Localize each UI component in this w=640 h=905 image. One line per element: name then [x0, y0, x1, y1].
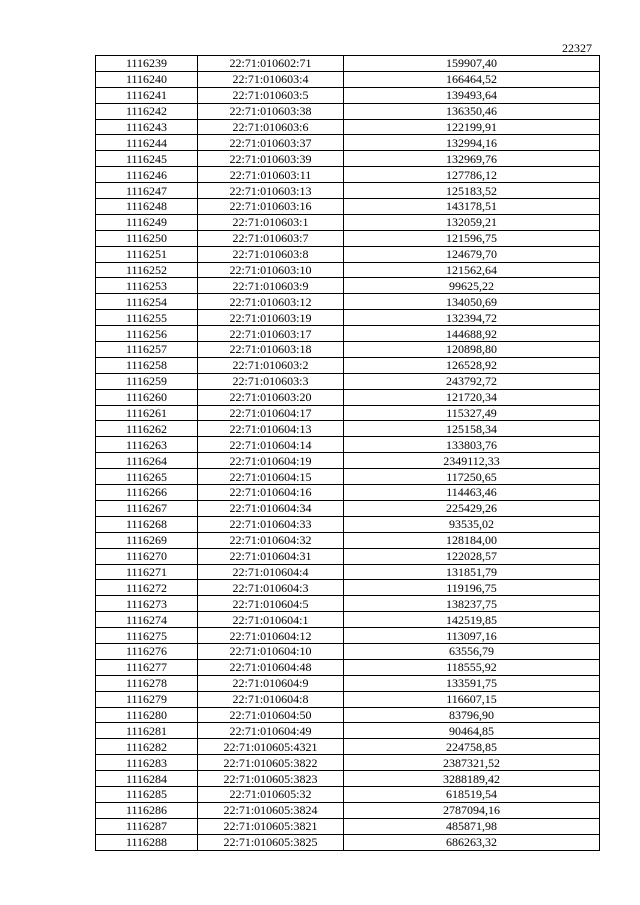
- table-row: [96, 564, 600, 580]
- cadastral-value-cell: 2349112,33: [344, 453, 600, 469]
- row-number-cell: 1116250: [96, 230, 198, 246]
- cadastral-number-cell: 22:71:010603:3: [198, 373, 344, 389]
- cadastral-value-cell: 90464,85: [344, 723, 600, 739]
- cadastral-value-cell: 125183,52: [344, 183, 600, 199]
- row-number-cell: 1116272: [96, 580, 198, 596]
- cadastral-number-cell: 22:71:010603:9: [198, 278, 344, 294]
- cadastral-number-cell: 22:71:010605:3825: [198, 834, 344, 850]
- cadastral-value-cell: 119196,75: [344, 580, 600, 596]
- row-number-cell: 1116286: [96, 802, 198, 818]
- table-row: [96, 469, 600, 485]
- cadastral-value-cell: 99625,22: [344, 278, 600, 294]
- row-number-cell: 1116283: [96, 755, 198, 771]
- cadastral-value-cell: 133591,75: [344, 675, 600, 691]
- row-number-cell: 1116285: [96, 786, 198, 802]
- cadastral-number-cell: 22:71:010604:34: [198, 500, 344, 516]
- row-number-cell: 1116251: [96, 246, 198, 262]
- row-number-cell: 1116256: [96, 326, 198, 342]
- row-number-cell: 1116279: [96, 691, 198, 707]
- cadastral-number-cell: 22:71:010605:4321: [198, 739, 344, 755]
- row-number-cell: 1116260: [96, 389, 198, 405]
- table-row: [96, 214, 600, 230]
- cadastral-value-cell: 142519,85: [344, 612, 600, 628]
- row-number-cell: 1116273: [96, 596, 198, 612]
- table-row: [96, 532, 600, 548]
- cadastral-value-cell: 122028,57: [344, 548, 600, 564]
- cadastral-number-cell: 22:71:010604:1: [198, 612, 344, 628]
- row-number-cell: 1116240: [96, 71, 198, 87]
- cadastral-number-cell: 22:71:010604:16: [198, 485, 344, 501]
- table-row: [96, 786, 600, 802]
- row-number-cell: 1116249: [96, 214, 198, 230]
- row-number-cell: 1116265: [96, 469, 198, 485]
- row-number-cell: 1116281: [96, 723, 198, 739]
- table-row: [96, 628, 600, 644]
- row-number-cell: 1116262: [96, 421, 198, 437]
- cadastral-number-cell: 22:71:010604:19: [198, 453, 344, 469]
- cadastral-value-cell: 225429,26: [344, 500, 600, 516]
- row-number-cell: 1116258: [96, 357, 198, 373]
- cadastral-number-cell: 22:71:010603:4: [198, 71, 344, 87]
- cadastral-value-cell: 121596,75: [344, 230, 600, 246]
- cadastral-number-cell: 22:71:010603:5: [198, 87, 344, 103]
- cadastral-number-cell: 22:71:010603:19: [198, 310, 344, 326]
- row-number-cell: 1116243: [96, 119, 198, 135]
- cadastral-number-cell: 22:71:010604:5: [198, 596, 344, 612]
- cadastral-value-cell: 118555,92: [344, 659, 600, 675]
- cadastral-number-cell: 22:71:010604:17: [198, 405, 344, 421]
- table-row: [96, 357, 600, 373]
- cadastral-value-cell: 121562,64: [344, 262, 600, 278]
- cadastral-number-cell: 22:71:010603:20: [198, 389, 344, 405]
- cadastral-value-cell: 115327,49: [344, 405, 600, 421]
- cadastral-number-cell: 22:71:010603:2: [198, 357, 344, 373]
- table-row: [96, 834, 600, 850]
- cadastral-number-cell: 22:71:010603:10: [198, 262, 344, 278]
- cadastral-number-cell: 22:71:010603:8: [198, 246, 344, 262]
- table-row: [96, 56, 600, 72]
- cadastral-value-cell: 134050,69: [344, 294, 600, 310]
- cadastral-value-cell: 2787094,16: [344, 802, 600, 818]
- table-row: [96, 437, 600, 453]
- cadastral-value-table: [95, 55, 600, 851]
- cadastral-number-cell: 22:71:010604:31: [198, 548, 344, 564]
- cadastral-value-cell: 121720,34: [344, 389, 600, 405]
- table-row: [96, 516, 600, 532]
- cadastral-number-cell: 22:71:010604:33: [198, 516, 344, 532]
- table-row: [96, 659, 600, 675]
- cadastral-number-cell: 22:71:010605:3823: [198, 771, 344, 787]
- cadastral-value-cell: 116607,15: [344, 691, 600, 707]
- row-number-cell: 1116287: [96, 818, 198, 834]
- table-row: [96, 675, 600, 691]
- cadastral-value-cell: 144688,92: [344, 326, 600, 342]
- table-row: [96, 310, 600, 326]
- cadastral-value-cell: 124679,70: [344, 246, 600, 262]
- row-number-cell: 1116244: [96, 135, 198, 151]
- cadastral-value-cell: 143178,51: [344, 199, 600, 215]
- cadastral-number-cell: 22:71:010603:16: [198, 199, 344, 215]
- row-number-cell: 1116278: [96, 675, 198, 691]
- cadastral-number-cell: 22:71:010603:6: [198, 119, 344, 135]
- row-number-cell: 1116276: [96, 643, 198, 659]
- table-row: [96, 119, 600, 135]
- cadastral-value-cell: 122199,91: [344, 119, 600, 135]
- row-number-cell: 1116282: [96, 739, 198, 755]
- row-number-cell: 1116269: [96, 532, 198, 548]
- cadastral-number-cell: 22:71:010604:14: [198, 437, 344, 453]
- table-row: [96, 342, 600, 358]
- cadastral-number-cell: 22:71:010605:3821: [198, 818, 344, 834]
- row-number-cell: 1116288: [96, 834, 198, 850]
- cadastral-value-cell: 243792,72: [344, 373, 600, 389]
- table-row: [96, 71, 600, 87]
- cadastral-value-cell: 159907,40: [344, 56, 600, 72]
- row-number-cell: 1116246: [96, 167, 198, 183]
- row-number-cell: 1116257: [96, 342, 198, 358]
- row-number-cell: 1116247: [96, 183, 198, 199]
- table-row: [96, 135, 600, 151]
- cadastral-number-cell: 22:71:010604:50: [198, 707, 344, 723]
- cadastral-number-cell: 22:71:010604:8: [198, 691, 344, 707]
- cadastral-number-cell: 22:71:010604:15: [198, 469, 344, 485]
- cadastral-number-cell: 22:71:010604:10: [198, 643, 344, 659]
- row-number-cell: 1116248: [96, 199, 198, 215]
- cadastral-value-cell: 686263,32: [344, 834, 600, 850]
- cadastral-value-cell: 127786,12: [344, 167, 600, 183]
- table-row: [96, 183, 600, 199]
- row-number-cell: 1116261: [96, 405, 198, 421]
- cadastral-value-cell: 485871,98: [344, 818, 600, 834]
- cadastral-number-cell: 22:71:010605:32: [198, 786, 344, 802]
- cadastral-value-cell: 83796,90: [344, 707, 600, 723]
- cadastral-number-cell: 22:71:010604:4: [198, 564, 344, 580]
- row-number-cell: 1116254: [96, 294, 198, 310]
- cadastral-number-cell: 22:71:010605:3824: [198, 802, 344, 818]
- cadastral-number-cell: 22:71:010603:11: [198, 167, 344, 183]
- cadastral-number-cell: 22:71:010603:17: [198, 326, 344, 342]
- cadastral-value-cell: 113097,16: [344, 628, 600, 644]
- table-row: [96, 405, 600, 421]
- table-row: [96, 643, 600, 659]
- row-number-cell: 1116252: [96, 262, 198, 278]
- cadastral-value-cell: 93535,02: [344, 516, 600, 532]
- table-row: [96, 389, 600, 405]
- cadastral-value-cell: 139493,64: [344, 87, 600, 103]
- cadastral-value-cell: 120898,80: [344, 342, 600, 358]
- row-number-cell: 1116270: [96, 548, 198, 564]
- table-row: [96, 262, 600, 278]
- cadastral-number-cell: 22:71:010604:3: [198, 580, 344, 596]
- table-row: [96, 326, 600, 342]
- table-row: [96, 707, 600, 723]
- table-row: [96, 421, 600, 437]
- table-row: [96, 739, 600, 755]
- table-row: [96, 87, 600, 103]
- table-row: [96, 771, 600, 787]
- table-row: [96, 818, 600, 834]
- cadastral-value-cell: 136350,46: [344, 103, 600, 119]
- cadastral-number-cell: 22:71:010603:38: [198, 103, 344, 119]
- row-number-cell: 1116280: [96, 707, 198, 723]
- table-row: [96, 612, 600, 628]
- cadastral-value-cell: 132059,21: [344, 214, 600, 230]
- table-row: [96, 199, 600, 215]
- cadastral-value-cell: 166464,52: [344, 71, 600, 87]
- cadastral-number-cell: 22:71:010603:37: [198, 135, 344, 151]
- cadastral-number-cell: 22:71:010604:32: [198, 532, 344, 548]
- cadastral-number-cell: 22:71:010605:3822: [198, 755, 344, 771]
- cadastral-number-cell: 22:71:010603:18: [198, 342, 344, 358]
- row-number-cell: 1116271: [96, 564, 198, 580]
- cadastral-number-cell: 22:71:010604:12: [198, 628, 344, 644]
- cadastral-value-cell: 2387321,52: [344, 755, 600, 771]
- table-row: [96, 500, 600, 516]
- cadastral-number-cell: 22:71:010603:12: [198, 294, 344, 310]
- cadastral-number-cell: 22:71:010602:71: [198, 56, 344, 72]
- table-row: [96, 167, 600, 183]
- table-row: [96, 246, 600, 262]
- cadastral-value-cell: 133803,76: [344, 437, 600, 453]
- row-number-cell: 1116275: [96, 628, 198, 644]
- table-row: [96, 723, 600, 739]
- cadastral-number-cell: 22:71:010604:49: [198, 723, 344, 739]
- cadastral-number-cell: 22:71:010603:39: [198, 151, 344, 167]
- table-row: [96, 294, 600, 310]
- cadastral-value-cell: 138237,75: [344, 596, 600, 612]
- row-number-cell: 1116259: [96, 373, 198, 389]
- table-row: [96, 278, 600, 294]
- row-number-cell: 1116268: [96, 516, 198, 532]
- row-number-cell: 1116284: [96, 771, 198, 787]
- table-row: [96, 103, 600, 119]
- cadastral-value-cell: 132969,76: [344, 151, 600, 167]
- table-row: [96, 230, 600, 246]
- cadastral-number-cell: 22:71:010603:13: [198, 183, 344, 199]
- table-row: [96, 580, 600, 596]
- row-number-cell: 1116239: [96, 56, 198, 72]
- table-row: [96, 691, 600, 707]
- row-number-cell: 1116253: [96, 278, 198, 294]
- table-row: [96, 453, 600, 469]
- cadastral-number-cell: 22:71:010604:48: [198, 659, 344, 675]
- table-row: [96, 485, 600, 501]
- row-number-cell: 1116266: [96, 485, 198, 501]
- cadastral-value-cell: 117250,65: [344, 469, 600, 485]
- row-number-cell: 1116267: [96, 500, 198, 516]
- cadastral-number-cell: 22:71:010603:7: [198, 230, 344, 246]
- table-row: [96, 151, 600, 167]
- cadastral-value-cell: 618519,54: [344, 786, 600, 802]
- row-number-cell: 1116263: [96, 437, 198, 453]
- cadastral-value-cell: 128184,00: [344, 532, 600, 548]
- row-number-cell: 1116255: [96, 310, 198, 326]
- table-row: [96, 548, 600, 564]
- cadastral-value-cell: 125158,34: [344, 421, 600, 437]
- table-row: [96, 596, 600, 612]
- row-number-cell: 1116245: [96, 151, 198, 167]
- cadastral-number-cell: 22:71:010604:9: [198, 675, 344, 691]
- page-number: 22327: [562, 41, 592, 55]
- cadastral-value-cell: 224758,85: [344, 739, 600, 755]
- cadastral-value-cell: 63556,79: [344, 643, 600, 659]
- table-body: [96, 56, 600, 851]
- cadastral-value-cell: 132394,72: [344, 310, 600, 326]
- cadastral-value-cell: 3288189,42: [344, 771, 600, 787]
- row-number-cell: 1116277: [96, 659, 198, 675]
- cadastral-number-cell: 22:71:010604:13: [198, 421, 344, 437]
- row-number-cell: 1116241: [96, 87, 198, 103]
- cadastral-value-cell: 131851,79: [344, 564, 600, 580]
- cadastral-number-cell: 22:71:010603:1: [198, 214, 344, 230]
- cadastral-value-cell: 126528,92: [344, 357, 600, 373]
- cadastral-value-cell: 114463,46: [344, 485, 600, 501]
- row-number-cell: 1116264: [96, 453, 198, 469]
- table-row: [96, 373, 600, 389]
- cadastral-value-cell: 132994,16: [344, 135, 600, 151]
- table-row: [96, 755, 600, 771]
- table-row: [96, 802, 600, 818]
- row-number-cell: 1116274: [96, 612, 198, 628]
- row-number-cell: 1116242: [96, 103, 198, 119]
